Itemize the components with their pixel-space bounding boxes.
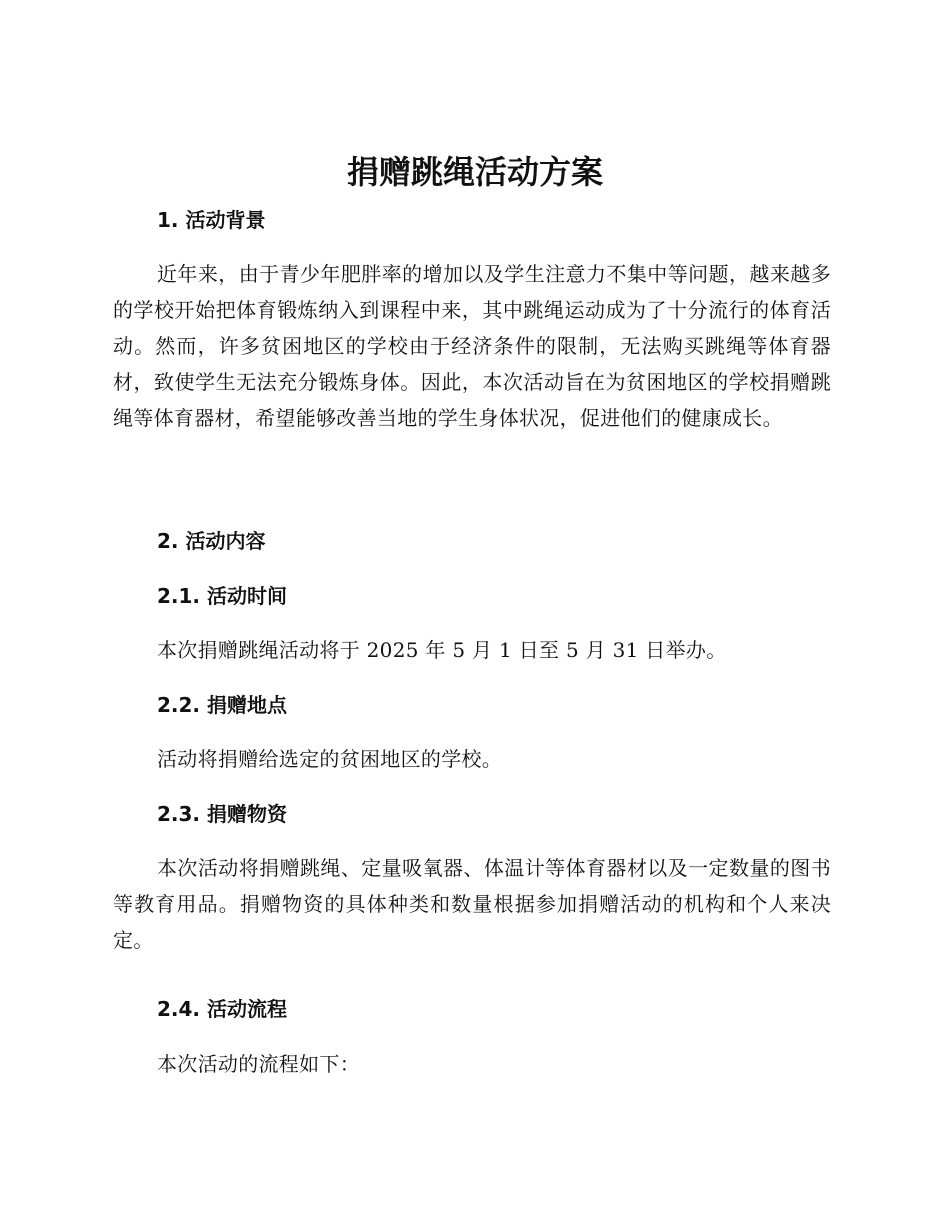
paragraph-supplies: 本次活动将捐赠跳绳、定量吸氧器、体温计等体育器材以及一定数量的图书等教育用品。捐赠物资的具体种类和数量根据参加捐赠活动的机构和个人来决定。: [113, 856, 831, 952]
section-heading-location: 2.2. 捐赠地点: [157, 693, 287, 717]
paragraph-background: 近年来，由于青少年肥胖率的增加以及学生注意力不集中等问题，越来越多的学校开始把体育锻炼纳入到课程中来，其中跳绳运动成为了十分流行的体育活动。然而，许多贫困地区的学校由于经济条件的限制，无法购买跳绳等体育器材，致使学生无法充分锻炼身体。因此，本次活动旨在为贫困地区的学校捐赠跳绳等体育器材，希望能够改善当地的学生身体状况，促进他们的健康成长。: [113, 262, 831, 430]
document-title: 捐赠跳绳活动方案: [346, 153, 603, 191]
section-heading-content: 2. 活动内容: [157, 529, 266, 553]
paragraph-process: 本次活动的流程如下：: [157, 1052, 360, 1076]
paragraph-time: 本次捐赠跳绳活动将于 2025 年 5 月 1 日至 5 月 31 日举办。: [157, 638, 727, 662]
section-heading-background: 1. 活动背景: [157, 208, 266, 232]
section-heading-process: 2.4. 活动流程: [157, 997, 287, 1021]
paragraph-location: 活动将捐赠给选定的贫困地区的学校。: [157, 747, 503, 771]
section-heading-time: 2.1. 活动时间: [157, 584, 287, 608]
section-heading-supplies: 2.3. 捐赠物资: [157, 802, 287, 826]
